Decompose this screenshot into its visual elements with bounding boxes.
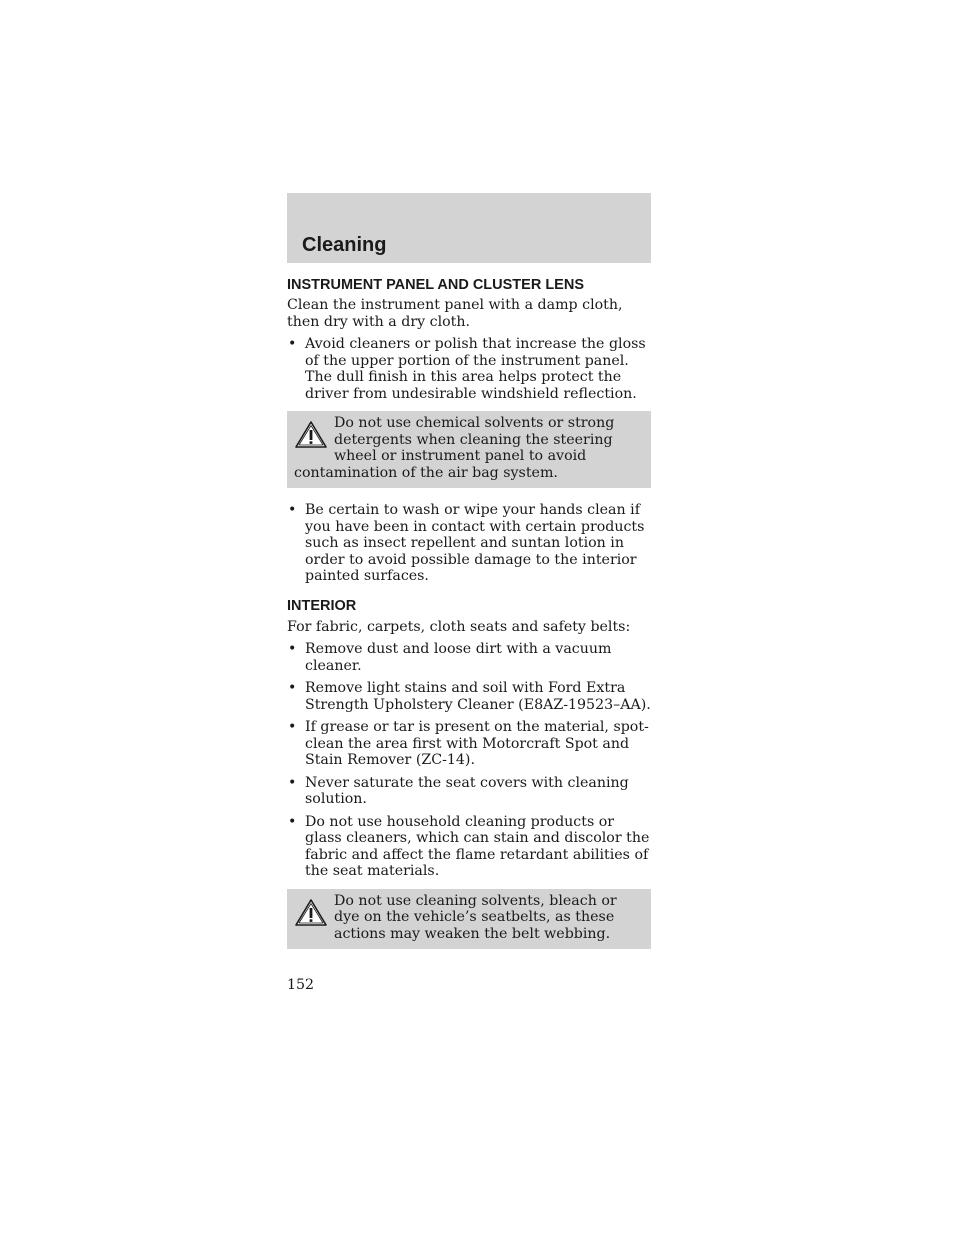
bullet-glyph: •: [288, 774, 297, 791]
list-item: [287, 336, 651, 402]
list-item: [287, 814, 651, 880]
bullet-list-instrument-panel: [287, 336, 651, 402]
chapter-header: [287, 193, 651, 263]
section-heading-interior: INTERIOR: [287, 597, 357, 614]
bullet-glyph: •: [288, 641, 297, 657]
list-item: [287, 719, 651, 769]
bullet-glyph: •: [288, 680, 297, 696]
list-item: [287, 502, 651, 585]
bullet-glyph: •: [288, 719, 297, 735]
bullet-list-hands: [287, 502, 651, 585]
warning-box-seatbelts: [287, 889, 651, 950]
list-item: [287, 641, 651, 674]
bullet-glyph: •: [288, 502, 297, 518]
list-item: [287, 775, 651, 808]
chapter-title: Cleaning: [302, 234, 387, 256]
list-item: [287, 680, 651, 713]
list-item-text: If grease or tar is present on the material, spot-clean the area first with Motorcraft Spot and Stain Remover (ZC-14).: [305, 719, 649, 768]
section-heading-instrument-panel: INSTRUMENT PANEL AND CLUSTER LENS: [287, 277, 584, 293]
list-item-text: Remove light stains and soil with Ford Extra Strength Upholstery Cleaner (E8AZ-19523–AA).: [305, 680, 651, 713]
list-item-text: Be certain to wash or wipe your hands clean if you have been in contact with certain products such as insect repellent and suntan lotion in order to avoid possible damage to the interior painted surfaces.: [305, 502, 645, 584]
bullet-glyph: •: [288, 813, 297, 830]
section-intro-interior: For fabric, carpets, cloth seats and safety belts:: [287, 618, 631, 635]
list-item-text: Avoid cleaners or polish that increase the gloss of the upper portion of the instrument panel. The dull finish in this area helps protect the driver from undesirable windshield reflection.: [305, 336, 646, 402]
page-number: 152: [287, 977, 315, 993]
warning-triangle-icon: [294, 898, 328, 928]
bullet-glyph: •: [288, 336, 297, 352]
list-item-text: Remove dust and loose dirt with a vacuum cleaner.: [305, 641, 612, 674]
page-column: [287, 193, 651, 993]
bullet-list-interior: [287, 641, 651, 880]
list-item-text: Never saturate the seat covers with cleaning solution.: [305, 774, 629, 807]
warning-text-seatbelts: Do not use cleaning solvents, bleach or dye on the vehicle’s seatbelts, as these actions may weaken the belt webbing.: [334, 892, 617, 942]
section-intro-instrument-panel: Clean the instrument panel with a damp cloth, then dry with a dry cloth.: [287, 297, 623, 330]
list-item-text: Do not use household cleaning products or glass cleaners, which can stain and discolor the fabric and affect the flame retardant abilities of the seat materials.: [305, 813, 650, 879]
warning-box-airbag: [287, 411, 651, 488]
warning-text-airbag: Do not use chemical solvents or strong detergents when cleaning the steering wheel or instrument panel to avoid contamination of the air bag system.: [294, 415, 615, 481]
warning-triangle-icon: [294, 420, 328, 450]
